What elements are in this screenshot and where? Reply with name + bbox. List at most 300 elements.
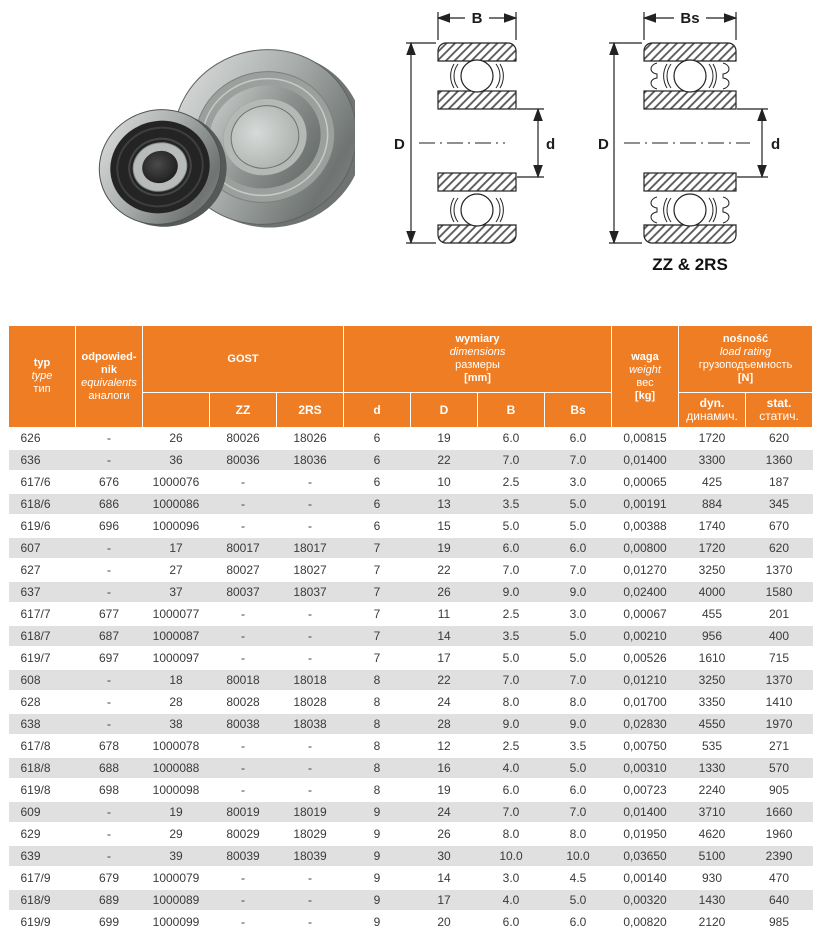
table-cell: 1360	[746, 449, 813, 471]
table-cell: 930	[679, 867, 746, 889]
table-cell: 3.5	[478, 625, 545, 647]
diagram-open-bearing-svg	[393, 2, 598, 280]
table-cell: 36	[143, 449, 210, 471]
table-cell: 8	[344, 713, 411, 735]
table-cell: 5100	[679, 845, 746, 867]
table-cell: 1660	[746, 801, 813, 823]
table-cell: -	[210, 757, 277, 779]
table-cell: 4.5	[545, 867, 612, 889]
table-cell: 80028	[210, 691, 277, 713]
table-cell: 6.0	[478, 537, 545, 559]
table-cell: 29	[143, 823, 210, 845]
table-cell: -	[210, 911, 277, 933]
table-cell: -	[277, 779, 344, 801]
table-row	[9, 428, 813, 450]
table-cell: 7.0	[478, 559, 545, 581]
table-row	[9, 735, 813, 757]
table-row	[9, 713, 813, 735]
table-cell: 271	[746, 735, 813, 757]
table-cell: 7	[344, 559, 411, 581]
table-cell: 617/9	[9, 867, 76, 889]
table-cell: 30	[411, 845, 478, 867]
table-cell: -	[277, 493, 344, 515]
table-row	[9, 757, 813, 779]
table-row	[9, 647, 813, 669]
table-cell: -	[210, 735, 277, 757]
table-cell: 4000	[679, 581, 746, 603]
table-cell: -	[210, 471, 277, 493]
table-cell: -	[76, 823, 143, 845]
table-cell: 80029	[210, 823, 277, 845]
table-cell: 699	[76, 911, 143, 933]
table-cell: 689	[76, 889, 143, 911]
table-cell: 14	[411, 867, 478, 889]
table-cell: 39	[143, 845, 210, 867]
table-cell: 678	[76, 735, 143, 757]
table-cell: 670	[746, 515, 813, 537]
table-cell: 18027	[277, 559, 344, 581]
table-cell: 3.0	[545, 603, 612, 625]
table-cell: 37	[143, 581, 210, 603]
table-cell: 1740	[679, 515, 746, 537]
table-cell: 679	[76, 867, 143, 889]
table-cell: -	[277, 889, 344, 911]
table-cell: 17	[143, 537, 210, 559]
table-cell: 80038	[210, 713, 277, 735]
table-cell: 6.0	[545, 537, 612, 559]
table-row	[9, 603, 813, 625]
col-header-load-rating: nośność load rating грузоподъемность [N]	[679, 326, 813, 393]
table-cell: 619/8	[9, 779, 76, 801]
table-cell: 14	[411, 625, 478, 647]
table-cell: 626	[9, 428, 76, 450]
table-cell: -	[277, 735, 344, 757]
table-cell: 619/9	[9, 911, 76, 933]
table-cell: 27	[143, 559, 210, 581]
table-cell: 1370	[746, 559, 813, 581]
table-cell: 617/8	[9, 735, 76, 757]
dim-label-D: D	[394, 136, 405, 153]
table-row	[9, 515, 813, 537]
table-cell: 5.0	[545, 515, 612, 537]
shield-left-bottom	[651, 197, 657, 223]
table-cell: 640	[746, 889, 813, 911]
table-cell: 0,02830	[612, 713, 679, 735]
table-cell: 18	[143, 669, 210, 691]
table-cell: 24	[411, 801, 478, 823]
diagram-open-bearing	[393, 2, 598, 280]
table-row	[9, 559, 813, 581]
table-cell: 28	[411, 713, 478, 735]
table-cell: -	[210, 889, 277, 911]
table-cell: 7	[344, 603, 411, 625]
table-cell: -	[76, 691, 143, 713]
table-cell: 7.0	[545, 669, 612, 691]
table-cell: 19	[411, 428, 478, 450]
table-cell: 6.0	[545, 911, 612, 933]
table-cell: 628	[9, 691, 76, 713]
table-row	[9, 823, 813, 845]
table-cell: 698	[76, 779, 143, 801]
table-cell: 686	[76, 493, 143, 515]
shield-right-bottom	[723, 197, 729, 223]
table-cell: 1000079	[143, 867, 210, 889]
table-cell: 1330	[679, 757, 746, 779]
table-cell: 8	[344, 669, 411, 691]
table-cell: 6	[344, 515, 411, 537]
table-cell: 1410	[746, 691, 813, 713]
table-cell: 7	[344, 537, 411, 559]
table-cell: 8	[344, 757, 411, 779]
table-cell: 7	[344, 647, 411, 669]
bearings-photo	[55, 25, 355, 260]
table-cell: 80019	[210, 801, 277, 823]
table-cell: 3.5	[545, 735, 612, 757]
table-cell: 18028	[277, 691, 344, 713]
table-row	[9, 867, 813, 889]
table-cell: -	[277, 515, 344, 537]
table-cell: 1000077	[143, 603, 210, 625]
table-cell: 608	[9, 669, 76, 691]
table-cell: 1970	[746, 713, 813, 735]
table-cell: 1000089	[143, 889, 210, 911]
table-cell: 400	[746, 625, 813, 647]
table-cell: 19	[411, 537, 478, 559]
table-cell: -	[76, 559, 143, 581]
table-cell: 3.0	[478, 867, 545, 889]
table-cell: -	[76, 845, 143, 867]
table-cell: 80026	[210, 428, 277, 450]
table-cell: 7.0	[478, 449, 545, 471]
dim-label-d: d	[546, 136, 556, 153]
table-cell: 26	[143, 428, 210, 450]
table-cell: 8	[344, 735, 411, 757]
col-header-gost-plain	[143, 393, 210, 428]
table-cell: 18039	[277, 845, 344, 867]
table-cell: 13	[411, 493, 478, 515]
table-cell: 0,01400	[612, 449, 679, 471]
table-row	[9, 449, 813, 471]
table-cell: -	[210, 625, 277, 647]
table-cell: 1370	[746, 669, 813, 691]
table-cell: 9.0	[545, 581, 612, 603]
table-cell: -	[210, 867, 277, 889]
table-cell: 607	[9, 537, 76, 559]
table-cell: 11	[411, 603, 478, 625]
table-cell: 2.5	[478, 471, 545, 493]
table-cell: -	[210, 779, 277, 801]
table-cell: 26	[411, 823, 478, 845]
dim-label-d2: d	[771, 136, 781, 153]
col-header-dimensions: wymiary dimensions размеры [mm]	[344, 326, 612, 393]
table-cell: -	[277, 471, 344, 493]
table-cell: 18036	[277, 449, 344, 471]
table-cell: 5.0	[545, 757, 612, 779]
table-cell: 0,00320	[612, 889, 679, 911]
table-cell: 884	[679, 493, 746, 515]
table-cell: 0,01270	[612, 559, 679, 581]
table-cell: -	[76, 713, 143, 735]
table-row	[9, 845, 813, 867]
table-cell: 8.0	[545, 691, 612, 713]
table-cell: 620	[746, 537, 813, 559]
table-cell: 9	[344, 845, 411, 867]
table-cell: 609	[9, 801, 76, 823]
table-cell: 0,03650	[612, 845, 679, 867]
table-cell: 470	[746, 867, 813, 889]
table-cell: -	[277, 647, 344, 669]
table-cell: 19	[143, 801, 210, 823]
col-header-gost: GOST	[143, 326, 344, 393]
table-cell: 0,01950	[612, 823, 679, 845]
diagram-sealed-bearing-svg	[598, 2, 818, 287]
table-cell: 38	[143, 713, 210, 735]
table-cell: 7.0	[545, 449, 612, 471]
table-row	[9, 669, 813, 691]
table-cell: 187	[746, 471, 813, 493]
col-header-zz: ZZ	[210, 393, 277, 428]
table-cell: 1000086	[143, 493, 210, 515]
table-cell: 2240	[679, 779, 746, 801]
table-cell: 676	[76, 471, 143, 493]
table-cell: 6.0	[478, 428, 545, 450]
table-cell: 619/6	[9, 515, 76, 537]
table-cell: 688	[76, 757, 143, 779]
table-cell: 455	[679, 603, 746, 625]
table-row	[9, 911, 813, 933]
table-cell: 3300	[679, 449, 746, 471]
table-cell: 28	[143, 691, 210, 713]
table-cell: -	[210, 603, 277, 625]
table-cell: 5.0	[545, 625, 612, 647]
table-cell: 0,00388	[612, 515, 679, 537]
table-cell: 0,00140	[612, 867, 679, 889]
table-cell: 80017	[210, 537, 277, 559]
table-cell: 5.0	[545, 493, 612, 515]
table-cell: 6	[344, 428, 411, 450]
table-cell: 0,00065	[612, 471, 679, 493]
table-cell: 9	[344, 911, 411, 933]
table-cell: 8.0	[545, 823, 612, 845]
table-cell: 0,01400	[612, 801, 679, 823]
table-cell: 639	[9, 845, 76, 867]
table-cell: 5.0	[478, 515, 545, 537]
table-cell: 629	[9, 823, 76, 845]
table-cell: 10.0	[478, 845, 545, 867]
table-cell: 80039	[210, 845, 277, 867]
table-cell: 0,00526	[612, 647, 679, 669]
table-cell: 9	[344, 889, 411, 911]
table-cell: 18019	[277, 801, 344, 823]
table-cell: 1580	[746, 581, 813, 603]
col-header-Bs: Bs	[545, 393, 612, 428]
table-cell: 636	[9, 449, 76, 471]
table-cell: 0,00067	[612, 603, 679, 625]
table-cell: 677	[76, 603, 143, 625]
table-cell: 638	[9, 713, 76, 735]
table-cell: 5.0	[545, 889, 612, 911]
table-cell: 1430	[679, 889, 746, 911]
col-header-stat: stat. статич.	[746, 393, 813, 428]
table-cell: 696	[76, 515, 143, 537]
table-cell: 18037	[277, 581, 344, 603]
table-cell: 3250	[679, 559, 746, 581]
table-row	[9, 493, 813, 515]
table-cell: 4.0	[478, 889, 545, 911]
col-header-equivalents: odpowied- nik equivalents аналоги	[76, 326, 143, 428]
table-cell: 8	[344, 691, 411, 713]
table-row	[9, 471, 813, 493]
col-header-dyn: dyn. динамич.	[679, 393, 746, 428]
table-cell: -	[210, 515, 277, 537]
table-cell: 1000087	[143, 625, 210, 647]
table-cell: -	[277, 757, 344, 779]
bearing-table	[8, 325, 813, 934]
table-cell: 0,00310	[612, 757, 679, 779]
table-cell: 9.0	[545, 713, 612, 735]
table-cell: 8	[344, 779, 411, 801]
table-cell: 5.0	[545, 647, 612, 669]
table-row	[9, 779, 813, 801]
table-cell: 9.0	[478, 581, 545, 603]
table-cell: 2390	[746, 845, 813, 867]
table-cell: -	[210, 647, 277, 669]
table-cell: 3710	[679, 801, 746, 823]
table-cell: 18017	[277, 537, 344, 559]
col-header-2rs: 2RS	[277, 393, 344, 428]
table-cell: 618/8	[9, 757, 76, 779]
col-header-B: B	[478, 393, 545, 428]
col-header-d: d	[344, 393, 411, 428]
table-cell: 18018	[277, 669, 344, 691]
table-cell: 3250	[679, 669, 746, 691]
table-cell: -	[76, 801, 143, 823]
table-cell: -	[76, 449, 143, 471]
bearing-table-wrap	[8, 325, 812, 934]
table-row	[9, 801, 813, 823]
table-cell: 12	[411, 735, 478, 757]
table-cell: 1000096	[143, 515, 210, 537]
table-cell: 20	[411, 911, 478, 933]
col-header-weight: waga weight вес [kg]	[612, 326, 679, 428]
table-cell: 8.0	[478, 823, 545, 845]
table-cell: 19	[411, 779, 478, 801]
table-header	[9, 326, 813, 428]
table-cell: 15	[411, 515, 478, 537]
table-cell: 4620	[679, 823, 746, 845]
table-cell: 0,00210	[612, 625, 679, 647]
table-cell: 570	[746, 757, 813, 779]
diagram-caption: ZZ & 2RS	[652, 255, 728, 274]
table-cell: 4.0	[478, 757, 545, 779]
table-cell: 10	[411, 471, 478, 493]
table-cell: 1000098	[143, 779, 210, 801]
table-cell: 345	[746, 493, 813, 515]
table-cell: -	[76, 537, 143, 559]
table-row	[9, 625, 813, 647]
table-cell: 3350	[679, 691, 746, 713]
table-cell: 0,00815	[612, 428, 679, 450]
table-cell: 18038	[277, 713, 344, 735]
table-cell: 16	[411, 757, 478, 779]
table-cell: 7.0	[545, 801, 612, 823]
table-cell: 1720	[679, 537, 746, 559]
col-header-type: typ type тип	[9, 326, 76, 428]
table-cell: 80036	[210, 449, 277, 471]
table-cell: -	[277, 911, 344, 933]
table-cell: 2120	[679, 911, 746, 933]
table-cell: 17	[411, 889, 478, 911]
table-cell: -	[76, 669, 143, 691]
table-cell: 7.0	[478, 801, 545, 823]
table-row	[9, 889, 813, 911]
table-cell: 0,00723	[612, 779, 679, 801]
table-cell: 24	[411, 691, 478, 713]
table-cell: -	[76, 428, 143, 450]
table-cell: 2.5	[478, 603, 545, 625]
table-row	[9, 537, 813, 559]
table-cell: 18029	[277, 823, 344, 845]
table-cell: 22	[411, 449, 478, 471]
table-cell: 3.0	[545, 471, 612, 493]
table-cell: 1610	[679, 647, 746, 669]
table-cell: 4550	[679, 713, 746, 735]
table-cell: -	[277, 603, 344, 625]
table-cell: 80037	[210, 581, 277, 603]
table-cell: 6	[344, 449, 411, 471]
table-cell: 5.0	[478, 647, 545, 669]
table-cell: 9	[344, 867, 411, 889]
table-cell: 10.0	[545, 845, 612, 867]
table-cell: 619/7	[9, 647, 76, 669]
table-cell: 0,00750	[612, 735, 679, 757]
table-cell: 9	[344, 801, 411, 823]
table-cell: 22	[411, 669, 478, 691]
table-cell: 1000088	[143, 757, 210, 779]
table-cell: 7	[344, 581, 411, 603]
table-cell: 8.0	[478, 691, 545, 713]
table-cell: 1000078	[143, 735, 210, 757]
table-cell: 18026	[277, 428, 344, 450]
table-cell: 7.0	[478, 669, 545, 691]
table-cell: 26	[411, 581, 478, 603]
table-cell: 956	[679, 625, 746, 647]
table-cell: 0,01700	[612, 691, 679, 713]
table-cell: 985	[746, 911, 813, 933]
table-cell: 0,00820	[612, 911, 679, 933]
table-cell: 6	[344, 493, 411, 515]
table-cell: 620	[746, 428, 813, 450]
table-cell: 80027	[210, 559, 277, 581]
table-cell: 9	[344, 823, 411, 845]
table-cell: 80018	[210, 669, 277, 691]
shield-right-top	[723, 63, 729, 89]
table-cell: 617/7	[9, 603, 76, 625]
table-cell: 2.5	[478, 735, 545, 757]
dim-label-B: B	[471, 10, 483, 27]
table-cell: 1000076	[143, 471, 210, 493]
shield-left-top	[651, 63, 657, 89]
table-cell: 6	[344, 471, 411, 493]
table-cell: 0,00800	[612, 537, 679, 559]
table-row	[9, 581, 813, 603]
table-row	[9, 691, 813, 713]
table-cell: 1720	[679, 428, 746, 450]
table-cell: 6.0	[478, 911, 545, 933]
table-cell: 6.0	[545, 428, 612, 450]
table-cell: -	[277, 867, 344, 889]
bearings-photo-image	[55, 25, 355, 260]
